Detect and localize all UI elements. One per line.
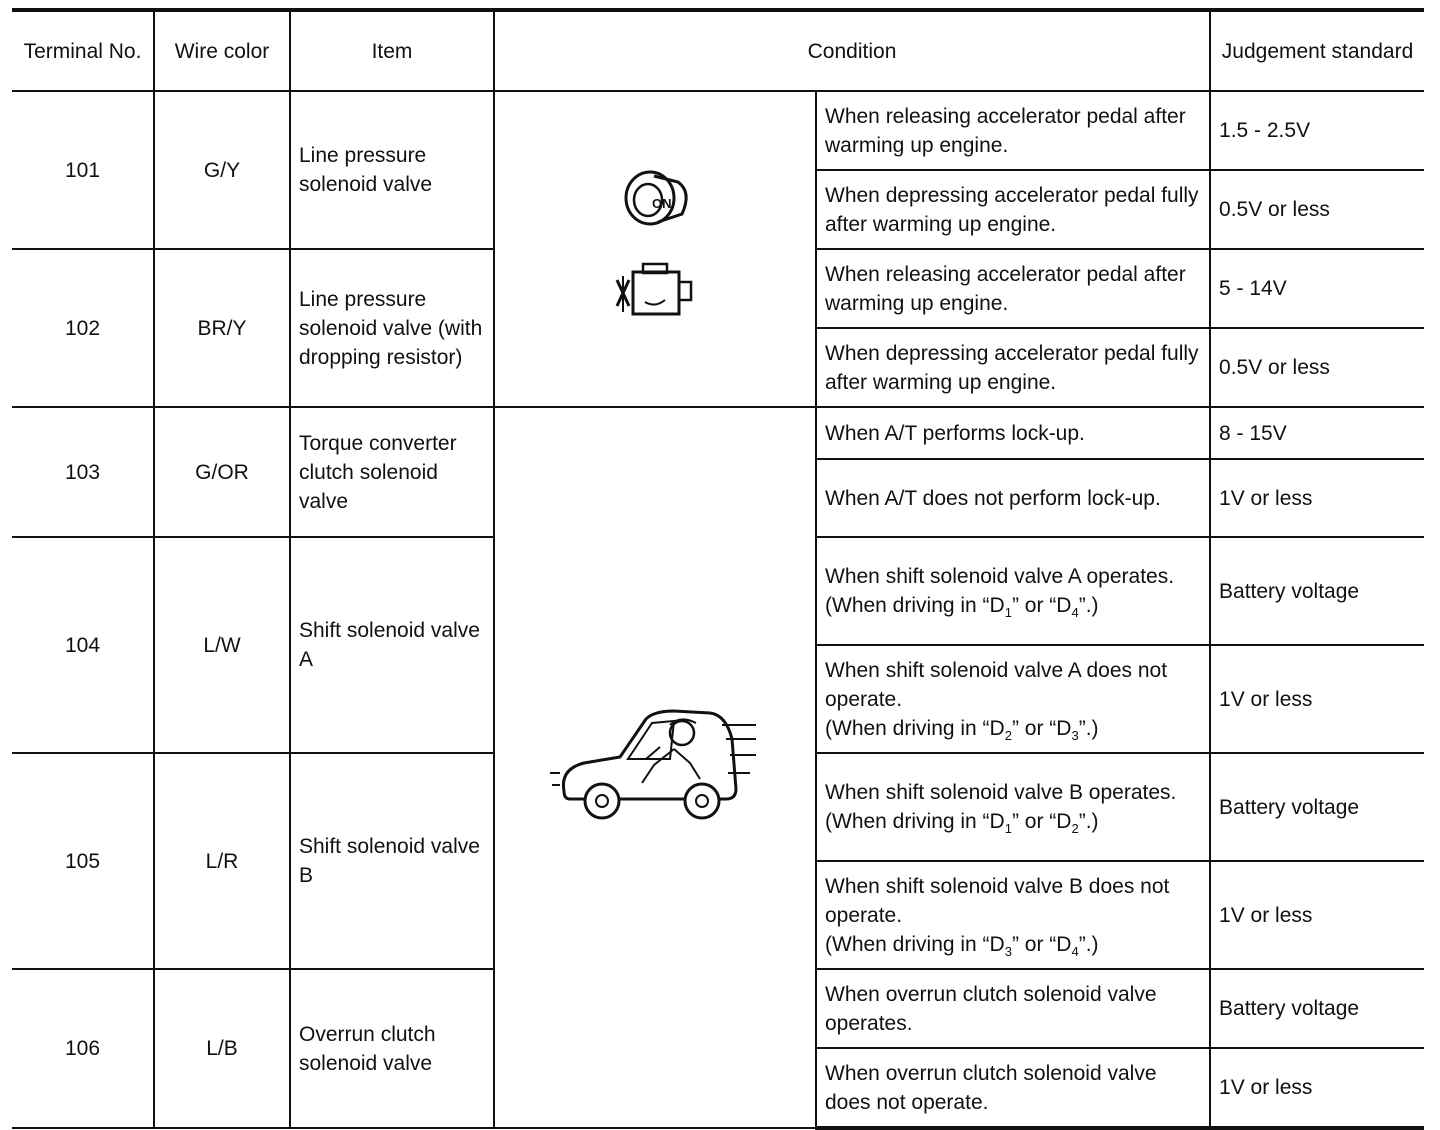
- standard-cell: 5 - 14V: [1210, 249, 1424, 328]
- condition-cell: When releasing accelerator pedal after warming up engine.: [816, 249, 1210, 328]
- item-cell: Torque converter clutch solenoid valve: [290, 407, 494, 537]
- driving-range-note: (When driving in “$D_1$” or “$D_4$”.): [825, 594, 1099, 621]
- terminal-no-cell: 103: [12, 407, 154, 537]
- standard-cell: 1V or less: [1210, 1048, 1424, 1128]
- condition-cell: [816, 753, 1210, 861]
- condition-cell: When overrun clutch solenoid valve operates.: [816, 969, 1210, 1048]
- item-cell: Line pressure solenoid valve (with dropping resistor): [290, 249, 494, 407]
- condition-cell: When depressing accelerator pedal fully after warming up engine.: [816, 170, 1210, 249]
- header-condition: Condition: [494, 10, 1210, 91]
- terminal-spec-table: [12, 8, 1424, 1130]
- item-cell: Line pressure solenoid valve: [290, 91, 494, 249]
- driving-icon-cell: [494, 407, 816, 1128]
- terminal-no-cell: 106: [12, 969, 154, 1128]
- standard-cell: 1.5 - 2.5V: [1210, 91, 1424, 170]
- condition-cell: When A/T does not perform lock-up.: [816, 459, 1210, 537]
- condition-cell: When depressing accelerator pedal fully after warming up engine.: [816, 328, 1210, 407]
- wire-color-cell: L/R: [154, 753, 290, 969]
- condition-cell: When overrun clutch solenoid valve does not operate.: [816, 1048, 1210, 1128]
- driving-range-note: (When driving in “$D_2$” or “$D_3$”.): [825, 716, 1099, 743]
- condition-cell: [816, 645, 1210, 753]
- condition-text: When shift solenoid valve A does not operate.: [825, 658, 1168, 711]
- standard-cell: 1V or less: [1210, 645, 1424, 753]
- standard-cell: Battery voltage: [1210, 537, 1424, 645]
- engine-running-icon: [605, 258, 705, 328]
- condition-cell: When releasing accelerator pedal after warming up engine.: [816, 91, 1210, 170]
- condition-cell: [816, 537, 1210, 645]
- standard-cell: Battery voltage: [1210, 969, 1424, 1048]
- condition-cell: [816, 861, 1210, 969]
- header-wire-color: Wire color: [154, 10, 290, 91]
- standard-cell: 8 - 15V: [1210, 407, 1424, 459]
- driving-range-note: (When driving in “$D_1$” or “$D_2$”.): [825, 810, 1099, 837]
- item-cell: Overrun clutch solenoid valve: [290, 969, 494, 1128]
- driving-range-note: (When driving in “$D_3$” or “$D_4$”.): [825, 932, 1099, 959]
- standard-cell: 0.5V or less: [1210, 328, 1424, 407]
- table-row: [12, 91, 1424, 170]
- standard-cell: Battery voltage: [1210, 753, 1424, 861]
- table-row: [12, 407, 1424, 459]
- wire-color-cell: G/Y: [154, 91, 290, 249]
- terminal-no-cell: 104: [12, 537, 154, 753]
- header-item: Item: [290, 10, 494, 91]
- standard-cell: 0.5V or less: [1210, 170, 1424, 249]
- wire-color-cell: BR/Y: [154, 249, 290, 407]
- standard-cell: 1V or less: [1210, 459, 1424, 537]
- condition-cell: When A/T performs lock-up.: [816, 407, 1210, 459]
- item-cell: Shift solenoid valve A: [290, 537, 494, 753]
- header-row: [12, 10, 1424, 91]
- header-terminal-no: Terminal No.: [12, 10, 154, 91]
- terminal-no-cell: 102: [12, 249, 154, 407]
- condition-text: When shift solenoid valve B operates.: [825, 781, 1177, 804]
- ignition-engine-icon-cell: [494, 91, 816, 407]
- ignition-on-label: ON: [652, 196, 672, 211]
- header-judgement-standard: Judgement standard: [1210, 10, 1424, 91]
- item-cell: Shift solenoid valve B: [290, 753, 494, 969]
- terminal-no-cell: 105: [12, 753, 154, 969]
- condition-text: When shift solenoid valve B does not operate.: [825, 874, 1170, 927]
- wire-color-cell: L/B: [154, 969, 290, 1128]
- wire-color-cell: G/OR: [154, 407, 290, 537]
- terminal-no-cell: 101: [12, 91, 154, 249]
- ignition-key-on-icon: [610, 162, 700, 242]
- wire-color-cell: L/W: [154, 537, 290, 753]
- car-driving-icon: [550, 699, 760, 829]
- condition-text: When shift solenoid valve A operates.: [825, 565, 1175, 588]
- standard-cell: 1V or less: [1210, 861, 1424, 969]
